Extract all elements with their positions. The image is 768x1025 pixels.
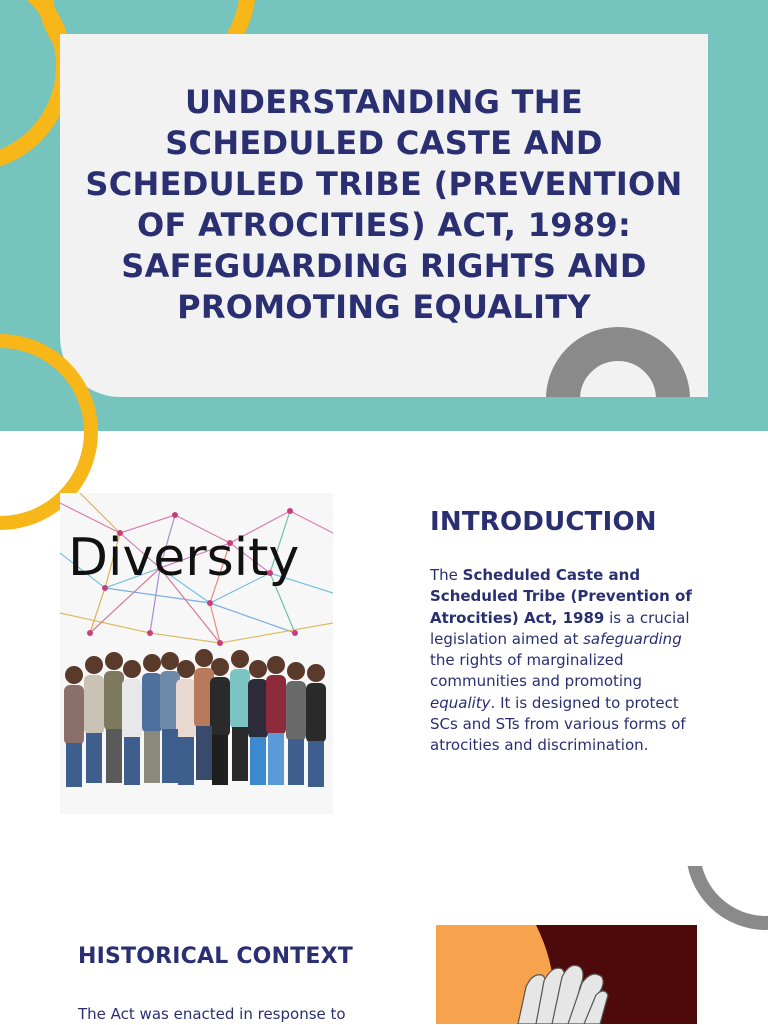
introduction-heading: INTRODUCTION [430, 507, 657, 537]
title-card [60, 34, 708, 397]
historical-context-paragraph: The Act was enacted in response to [78, 1005, 346, 1023]
diversity-word: Diversity [68, 528, 300, 588]
people-group [64, 649, 326, 787]
introduction-paragraph: The Scheduled Caste and Scheduled Tribe (Prevention of Atrocities) Act, 1989 is a crucial legislation aimed at safeguarding the rights of marginalized communities and promoting equality. It is designed to protect SCs and STs from various forms of atrocities and discrimination. [430, 566, 692, 755]
title-banner [0, 0, 768, 431]
page-title: UNDERSTANDING THE SCHEDULED CASTE AND SCHEDULED TRIBE (PREVENTION OF ATROCITIES) ACT, 1989: SAFEGUARDING RIGHTS AND PROMOTING EQUALITY [85, 83, 683, 326]
decorative-gray-ring [686, 770, 768, 930]
historical-context-heading: HISTORICAL CONTEXT [78, 944, 353, 969]
hands-image [436, 925, 697, 1024]
diversity-photo [60, 493, 333, 814]
decorative-gray-arc [546, 327, 690, 397]
